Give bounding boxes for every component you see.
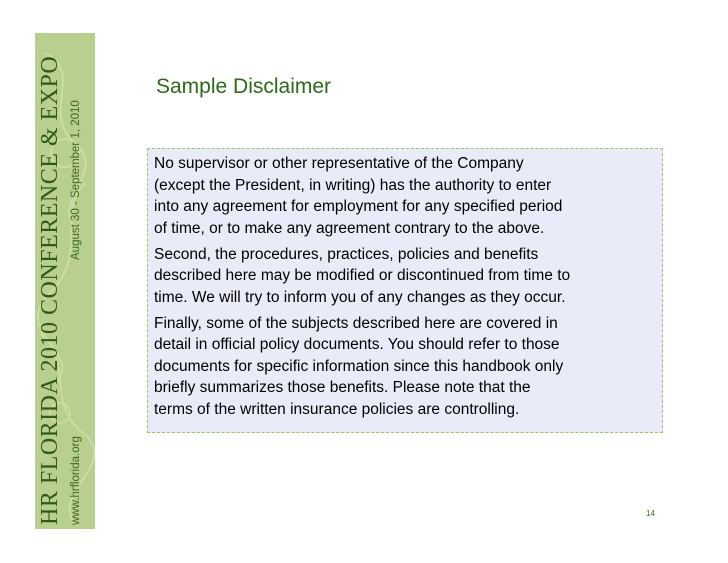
- paragraph-line: terms of the written insurance policies are controlling.: [154, 400, 520, 418]
- event-website: www.hrflorida.org: [70, 436, 82, 525]
- paragraph-line: detail in official policy documents. You should refer to those: [154, 336, 560, 353]
- paragraph-line: documents for specific information since this handbook only: [154, 357, 564, 375]
- sidebar-banner: [35, 33, 95, 529]
- page-number: 14: [646, 509, 655, 518]
- paragraph-line: (except the President, in writing) has the authority to enter: [154, 176, 552, 194]
- disclaimer-box: [147, 148, 663, 433]
- paragraph-line: Second, the procedures, practices, policies and benefits: [154, 245, 539, 263]
- slide-title: Sample Disclaimer: [156, 75, 332, 98]
- paragraph-line: time. We will try to inform you of any changes as they occur.: [154, 288, 566, 306]
- disclaimer-paragraph-2: [154, 244, 656, 309]
- paragraph-line: into any agreement for employment for any specified period: [154, 198, 563, 215]
- event-name: HR FLORIDA 2010 CONFERENCE & EXPO: [37, 55, 63, 525]
- disclaimer-paragraph-3: [154, 313, 656, 421]
- paragraph-line: briefly summarizes those benefits. Please note that the: [154, 379, 531, 396]
- paragraph-line: No supervisor or other representative of the Company: [154, 155, 524, 172]
- paragraph-line: Finally, some of the subjects described here are covered in: [154, 314, 558, 332]
- paragraph-line: described here may be modified or discontinued from time to: [154, 267, 571, 284]
- event-dates: August 30 - September 1, 2010: [70, 100, 82, 260]
- paragraph-line: of time, or to make any agreement contrary to the above.: [154, 219, 545, 237]
- disclaimer-paragraph-1: [154, 153, 656, 239]
